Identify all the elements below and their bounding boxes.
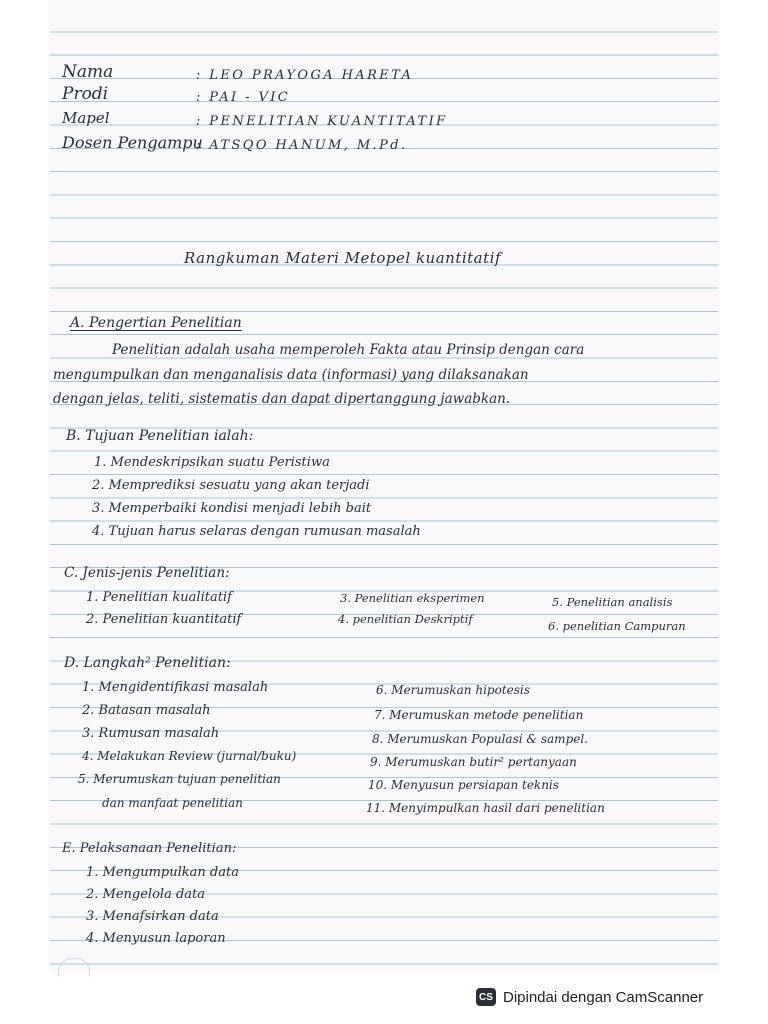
- dosen-value: : ATSQO HANUM, M.Pd.: [196, 138, 408, 153]
- section-c-item: 5. Penelitian analisis: [552, 595, 673, 609]
- section-e-item: 3. Menafsirkan data: [86, 909, 219, 924]
- section-d-item: 1. Mengidentifikasi masalah: [82, 680, 269, 695]
- section-b-item: 3. Memperbaiki kondisi menjadi lebih bait: [92, 501, 372, 516]
- prodi-label: Prodi: [62, 84, 109, 104]
- section-c-item: 1. Penelitian kualitatif: [86, 590, 232, 605]
- camscanner-logo-icon: CS: [476, 988, 496, 1006]
- section-c-item: 3. Penelitian eksperimen: [340, 591, 485, 605]
- section-e-item: 4. Menyusun laporan: [86, 931, 226, 946]
- mapel-label: Mapel: [62, 109, 110, 127]
- section-d-item: 5. Merumuskan tujuan penelitian: [78, 772, 281, 786]
- section-a-line-2: mengumpulkan dan menganalisis data (informasi) yang dilaksanakan: [53, 367, 529, 383]
- section-d-item: 4. Melakukan Review (jurnal/buku): [82, 749, 297, 763]
- section-c-item: 2. Penelitian kuantitatif: [86, 612, 242, 627]
- mapel-value: : PENELITIAN KUANTITATIF: [196, 114, 448, 129]
- nama-label: Nama: [62, 62, 114, 82]
- section-d-item: 10. Menyusun persiapan teknis: [368, 778, 559, 792]
- page-title: Rangkuman Materi Metopel kuantitatif: [184, 249, 501, 267]
- section-e-item: 2. Mengelola data: [86, 887, 205, 902]
- camscanner-watermark: [476, 984, 738, 1010]
- dosen-label: Dosen Pengampu: [62, 133, 203, 152]
- section-b-item: 1. Mendeskripsikan suatu Peristiwa: [94, 455, 330, 470]
- section-d-item: 11. Menyimpulkan hasil dari penelitian: [366, 801, 605, 815]
- section-d-item: 3. Rumusan masalah: [82, 726, 220, 741]
- prodi-value: : PAI - VIC: [196, 90, 291, 105]
- section-d-item: dan manfaat penelitian: [102, 796, 243, 810]
- section-a-line-3: dengan jelas, teliti, sistematis dan dapat dipertanggung jawabkan.: [53, 391, 511, 407]
- faint-stamp-mark: [58, 958, 90, 977]
- section-d-heading: D. Langkah² Penelitian:: [64, 655, 231, 671]
- section-c-heading: C. Jenis-jenis Penelitian:: [64, 565, 230, 581]
- section-d-item: 2. Batasan masalah: [82, 703, 211, 718]
- section-c-item: 4. penelitian Deskriptif: [338, 612, 473, 626]
- section-a-heading: A. Pengertian Penelitian: [70, 315, 242, 331]
- section-e-heading: E. Pelaksanaan Penelitian:: [62, 841, 237, 856]
- notebook-page: [50, 0, 718, 970]
- section-d-item: 6. Merumuskan hipotesis: [376, 683, 530, 697]
- section-e-item: 1. Mengumpulkan data: [86, 865, 239, 880]
- nama-value: : LEO PRAYOGA HARETA: [196, 68, 414, 83]
- section-a-line-1: Penelitian adalah usaha memperoleh Fakta atau Prinsip dengan cara: [112, 342, 585, 358]
- section-b-heading: B. Tujuan Penelitian ialah:: [66, 428, 254, 444]
- section-c-item: 6. penelitian Campuran: [548, 619, 686, 633]
- section-d-item: 7. Merumuskan metode penelitian: [374, 708, 584, 722]
- section-b-item: 2. Memprediksi sesuatu yang akan terjadi: [92, 478, 370, 493]
- camscanner-label: Dipindai dengan CamScanner: [503, 988, 704, 1006]
- section-d-item: 8. Merumuskan Populasi & sampel.: [372, 732, 588, 746]
- section-b-item: 4. Tujuan harus selaras dengan rumusan masalah: [92, 524, 421, 539]
- section-d-item: 9. Merumuskan butir² pertanyaan: [370, 755, 577, 769]
